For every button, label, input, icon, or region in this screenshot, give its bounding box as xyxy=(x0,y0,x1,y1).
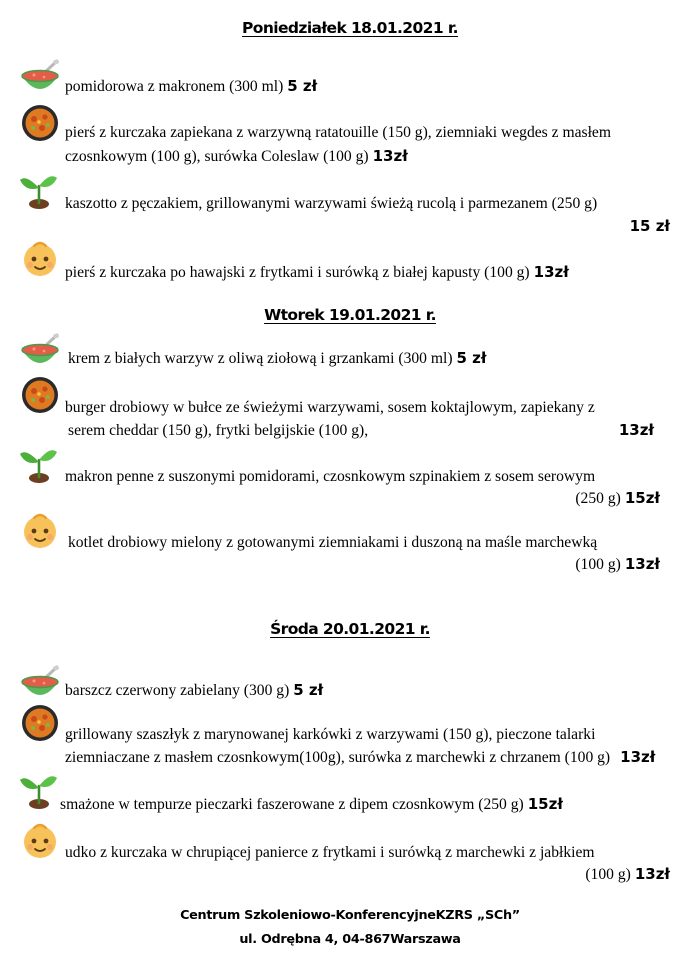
day-header-monday: Poniedziałek 18.01.2021 r. xyxy=(242,19,458,37)
price: 15zł xyxy=(624,489,660,507)
soup-bowl-icon xyxy=(20,664,60,704)
day-header-tuesday: Wtorek 19.01.2021 r. xyxy=(264,306,436,324)
paella-pan-icon xyxy=(20,374,60,414)
baby-face-icon xyxy=(20,510,60,550)
price: 5 zł xyxy=(456,349,487,367)
menu-item-text: ziemniaczane z masłem czosnkowym(100g), surówka z marchewki z chrzanem (100 g) 13zł xyxy=(65,748,656,766)
price: 13zł xyxy=(533,263,569,281)
menu-item-text: smażone w tempurze pieczarki faszerowane z dipem czosnkowym (250 g) 15zł xyxy=(60,795,563,813)
soup-bowl-icon xyxy=(20,332,60,372)
menu-item-text: kaszotto z pęczakiem, grillowanymi warzywami świeżą rucolą i parmezanem (250 g) xyxy=(65,195,598,212)
menu-item-text: grillowany szaszłyk z marynowanej karkówki z warzywami (150 g), pieczone talarki xyxy=(65,726,596,743)
menu-item-text: makron penne z suszonymi pomidorami, czosnkowym szpinakiem z sosem serowym xyxy=(65,468,596,485)
baby-face-icon xyxy=(20,820,60,860)
menu-item-text: pierś z kurczaka zapiekana z warzywną ratatouille (150 g), ziemniaki wegdes z masłem xyxy=(65,124,611,141)
seedling-icon xyxy=(18,444,58,484)
price: 13zł xyxy=(372,147,408,165)
day-header-wednesday: Środa 20.01.2021 r. xyxy=(270,620,430,638)
price: 13zł xyxy=(618,421,654,439)
price: 13zł xyxy=(634,865,670,883)
footer-organization: Centrum Szkoleniowo-KonferencyjneKZRS „SCh” xyxy=(180,908,520,923)
price: 13zł xyxy=(620,748,656,766)
menu-item-text: czosnkowym (100 g), surówka Coleslaw (100 g) 13zł xyxy=(65,147,408,165)
menu-item-text: kotlet drobiowy mielony z gotowanymi ziemniakami i duszoną na maśle marchewką xyxy=(68,534,598,551)
menu-item-text: serem cheddar (150 g), frytki belgijskie (100 g), xyxy=(68,422,369,439)
menu-item-text: (250 g) 15zł xyxy=(575,489,660,507)
menu-item-text: burger drobiowy w bułce ze świeżymi warzywami, sosem koktajlowym, zapiekany z xyxy=(65,399,595,416)
paella-pan-icon xyxy=(20,702,60,742)
menu-item-text: barszcz czerwony zabielany (300 g) 5 zł xyxy=(65,681,324,699)
footer-address: ul. Odrębna 4, 04-867Warszawa xyxy=(239,932,461,947)
menu-item-text: udko z kurczaka w chrupiącej panierce z frytkami i surówką z marchewki z jabłkiem xyxy=(65,844,595,861)
baby-face-icon xyxy=(20,238,60,278)
menu-item-text: krem z białych warzyw z oliwą ziołową i grzankami (300 ml) 5 zł xyxy=(68,349,487,367)
soup-bowl-icon xyxy=(20,58,60,98)
menu-item-text: pomidorowa z makronem (300 ml) 5 zł xyxy=(65,77,318,95)
price: 15zł xyxy=(527,795,563,813)
menu-item-text: pierś z kurczaka po hawajski z frytkami i surówką z białej kapusty (100 g) 13zł xyxy=(65,263,569,281)
seedling-icon xyxy=(18,770,58,810)
price: 5 zł xyxy=(293,681,324,699)
paella-pan-icon xyxy=(20,102,60,142)
menu-item-text: (100 g) 13zł xyxy=(575,555,660,573)
menu-item-text: (100 g) 13zł xyxy=(585,865,670,883)
price: 15 zł xyxy=(629,217,670,235)
seedling-icon xyxy=(18,170,58,210)
menu-item-text xyxy=(626,216,670,237)
menu-item-text xyxy=(615,420,654,441)
price: 5 zł xyxy=(287,77,318,95)
price: 13zł xyxy=(624,555,660,573)
